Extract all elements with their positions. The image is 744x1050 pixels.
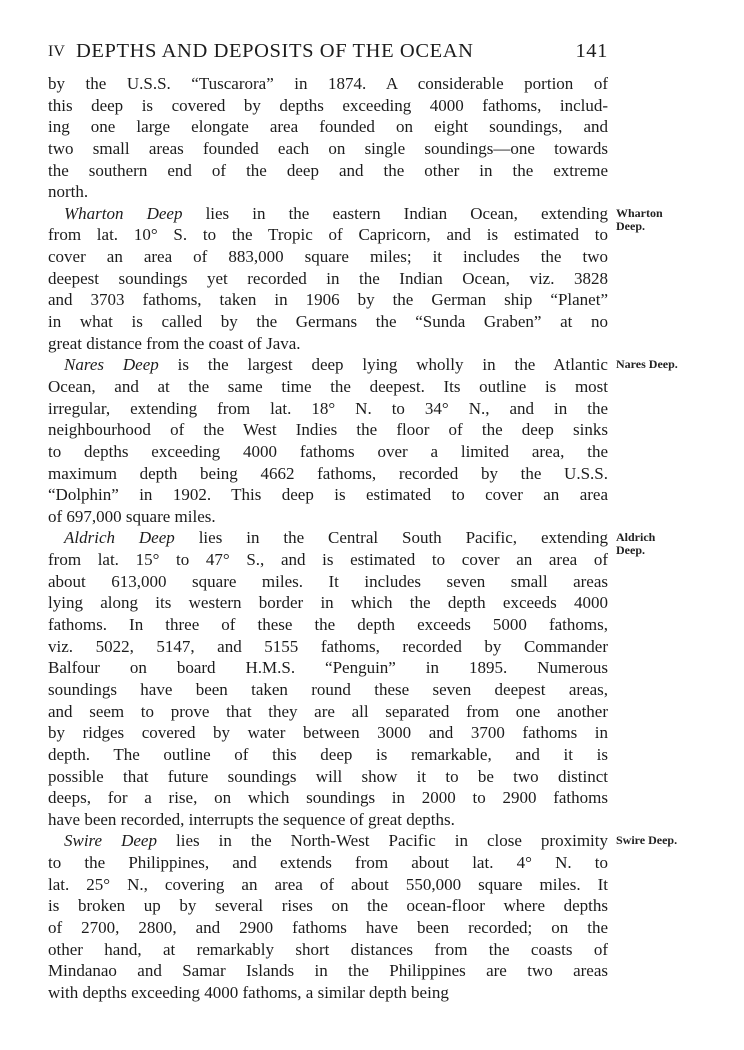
- deep-name: Swire Deep: [64, 831, 157, 851]
- text-line: [48, 289, 608, 311]
- text-line: [48, 354, 608, 376]
- text-line: [48, 95, 608, 117]
- line-text: is the largest deep lying wholly in the Atlantic: [158, 355, 608, 375]
- text-line: [48, 636, 608, 658]
- line-text: Ocean, and at the same time the deepest. Its outline is most: [48, 376, 608, 396]
- text-line: [48, 224, 608, 246]
- paragraph: [48, 354, 678, 527]
- line-text: neighbourhood of the West Indies the floor of the deep sinks: [48, 420, 608, 440]
- text-line: [48, 787, 608, 809]
- line-text: deeps, for a rise, on which soundings in 2000 to 2900 fathoms: [48, 788, 608, 808]
- text-line: [48, 463, 608, 485]
- line-text: lies in the North-West Pacific in close proximity: [156, 831, 608, 851]
- line-text: north.: [48, 182, 89, 202]
- line-text: great distance from the coast of Java.: [48, 333, 301, 353]
- line-text: possible that future soundings will show it to be two distinct: [48, 766, 608, 786]
- text-line: [48, 939, 608, 961]
- line-text: by the U.S.S. “Tuscarora” in 1874. A considerable portion of: [48, 74, 608, 93]
- text-line: [48, 614, 608, 636]
- line-text: cover an area of 883,000 square miles; it includes the two: [48, 247, 608, 267]
- paragraph: [48, 73, 608, 203]
- text-line: [48, 506, 608, 528]
- text-line: [48, 895, 608, 917]
- text-line: [48, 722, 608, 744]
- line-text: Balfour on board H.M.S. “Penguin” in 1895. Numerous: [48, 658, 608, 678]
- line-text: with depths exceeding 4000 fathoms, a similar depth being: [48, 982, 449, 1002]
- line-text: have been recorded, interrupts the sequence of great depths.: [48, 809, 455, 829]
- line-text: from lat. 15° to 47° S., and is estimated to cover an area of: [48, 550, 608, 570]
- text-line: [48, 852, 608, 874]
- line-text: the southern end of the deep and the other in the extreme: [48, 160, 608, 180]
- text-line: [48, 549, 608, 571]
- line-text: other hand, at remarkably short distances from the coasts of: [48, 939, 608, 959]
- line-text: lat. 25° N., covering an area of about 550,000 square miles. It: [48, 874, 608, 894]
- text-line: [48, 679, 608, 701]
- deep-name: Nares Deep: [64, 355, 159, 375]
- text-line: [48, 527, 608, 549]
- line-text: lying along its western border in which the depth exceeds 4000: [48, 593, 608, 613]
- deep-name: Aldrich Deep: [64, 528, 175, 548]
- running-header: [48, 40, 608, 70]
- text-line: [48, 73, 608, 95]
- page-number: 141: [575, 40, 608, 62]
- line-text: this deep is covered by depths exceeding 4000 fathoms, includ-: [48, 95, 608, 115]
- line-text: soundings have been taken round these seven deepest areas,: [48, 679, 608, 699]
- line-text: viz. 5022, 5147, and 5155 fathoms, recorded by Commander: [48, 636, 608, 656]
- line-text: of 2700, 2800, and 2900 fathoms have been recorded; on the: [48, 917, 608, 937]
- line-text: irregular, extending from lat. 18° N. to 34° N., and in the: [48, 398, 608, 418]
- chapter-folio: IV: [48, 43, 65, 60]
- text-line: [48, 657, 608, 679]
- text-line: [48, 246, 608, 268]
- line-text: deepest soundings yet recorded in the Indian Ocean, viz. 3828: [48, 268, 608, 288]
- line-text: depth. The outline of this deep is remarkable, and it is: [48, 744, 608, 764]
- paragraph: [48, 203, 663, 354]
- line-text: ing one large elongate area founded on eight soundings, and: [48, 117, 608, 137]
- line-text: is broken up by several rises on the ocean-floor where depths: [48, 896, 608, 916]
- margin-note: Wharton Deep.: [616, 205, 663, 233]
- text-line: [48, 809, 608, 831]
- text-line: [48, 484, 608, 506]
- paragraph: [48, 527, 656, 830]
- text-line: [48, 960, 608, 982]
- text-line: [48, 917, 608, 939]
- text-line: [48, 268, 608, 290]
- line-text: by ridges covered by water between 3000 and 3700 fathoms in: [48, 723, 608, 743]
- text-line: [48, 766, 608, 788]
- line-text: from lat. 10° S. to the Tropic of Capricorn, and is estimated to: [48, 225, 608, 245]
- running-title: DEPTHS AND DEPOSITS OF THE OCEAN: [76, 40, 474, 62]
- text-line: [48, 592, 608, 614]
- line-text: of 697,000 square miles.: [48, 506, 216, 526]
- text-line: [48, 333, 608, 355]
- line-text: in what is called by the Germans the “Sunda Graben” at no: [48, 312, 608, 332]
- line-text: “Dolphin” in 1902. This deep is estimated to cover an area: [48, 485, 608, 505]
- text-line: [48, 311, 608, 333]
- text-line: [48, 701, 608, 723]
- text-line: [48, 419, 608, 441]
- line-text: fathoms. In three of these the depth exceeds 5000 fathoms,: [48, 615, 608, 635]
- text-line: [48, 181, 608, 203]
- text-line: [48, 138, 608, 160]
- line-text: Mindanao and Samar Islands in the Philippines are two areas: [48, 961, 608, 981]
- line-text: lies in the Central South Pacific, extending: [174, 528, 608, 548]
- text-line: [48, 982, 608, 1004]
- margin-note: Aldrich Deep.: [616, 530, 656, 558]
- text-line: [48, 830, 608, 852]
- text-line: [48, 203, 608, 225]
- text-line: [48, 398, 608, 420]
- text-line: [48, 874, 608, 896]
- deep-name: Wharton Deep: [64, 203, 183, 223]
- margin-note: Nares Deep.: [616, 357, 678, 372]
- text-line: [48, 160, 608, 182]
- text-line: [48, 376, 608, 398]
- line-text: to depths exceeding 4000 fathoms over a limited area, the: [48, 441, 608, 461]
- line-text: to the Philippines, and extends from about lat. 4° N. to: [48, 853, 608, 873]
- line-text: and seem to prove that they are all separated from one another: [48, 701, 608, 721]
- text-line: [48, 571, 608, 593]
- line-text: maximum depth being 4662 fathoms, recorded by the U.S.S.: [48, 463, 608, 483]
- text-line: [48, 116, 608, 138]
- text-line: [48, 744, 608, 766]
- body-text: [48, 73, 678, 1004]
- line-text: two small areas founded each on single soundings—one towards: [48, 138, 608, 158]
- line-text: and 3703 fathoms, taken in 1906 by the German ship “Planet”: [48, 290, 608, 310]
- text-line: [48, 441, 608, 463]
- paragraph: [48, 830, 678, 1003]
- line-text: lies in the eastern Indian Ocean, extending: [182, 203, 608, 223]
- margin-note: Swire Deep.: [616, 833, 678, 848]
- line-text: about 613,000 square miles. It includes seven small areas: [48, 571, 608, 591]
